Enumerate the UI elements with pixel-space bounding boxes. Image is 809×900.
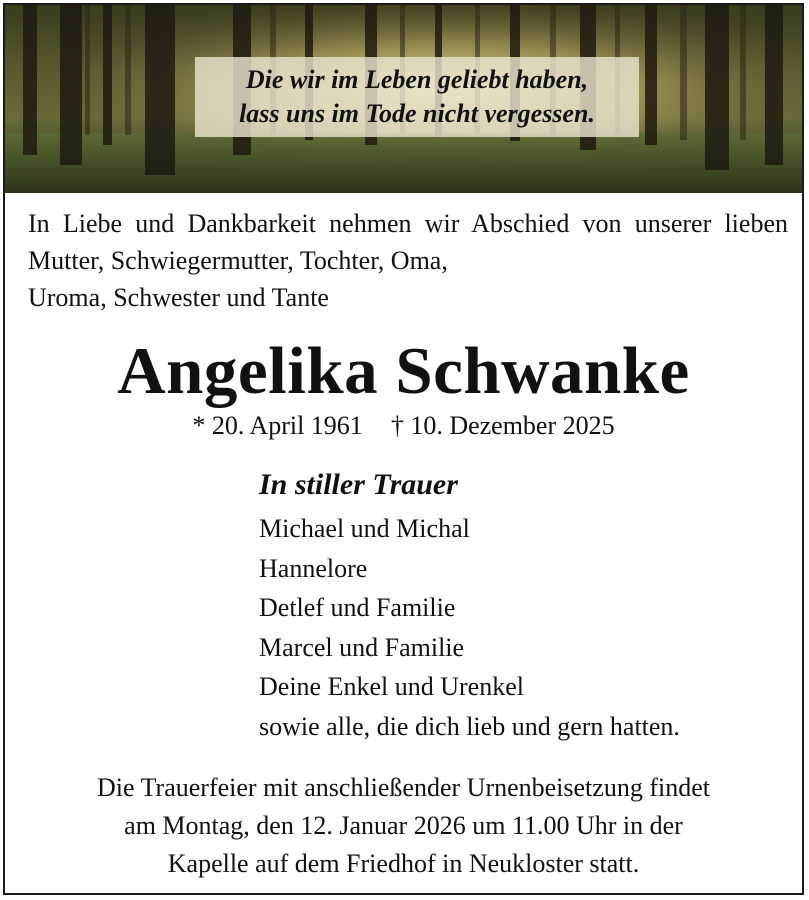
mourner-line: Deine Enkel und Urenkel <box>259 672 524 701</box>
mourners-block <box>259 465 799 746</box>
forest-banner-image <box>5 5 802 193</box>
birth-date: * 20. April 1961 <box>192 411 363 440</box>
quote-line-1: Die wir im Leben geliebt haben, <box>245 65 589 94</box>
mourner-line: Marcel und Familie <box>259 632 465 662</box>
service-line-2: am Montag, den 12. Januar 2026 um 11.00 Uhr in der <box>124 811 683 840</box>
life-dates <box>5 409 802 443</box>
intro-paragraph <box>28 205 788 316</box>
deceased-name: Angelika Schwanke <box>117 334 690 408</box>
mourner-line: sowie alle, die dich lieb und gern hatten. <box>259 711 680 741</box>
obituary-card <box>3 3 804 895</box>
intro-text: In Liebe und Dankbarkeit nehmen wir Abschied von unserer lieben Mutter, Schwiegermutter, Tochter, Oma, <box>28 209 788 275</box>
mourners-heading: In stiller Trauer <box>259 468 458 501</box>
funeral-service-info <box>5 769 802 883</box>
intro-last-line: Uroma, Schwester und Tante <box>28 283 329 312</box>
mourner-line: Detlef und Familie <box>259 593 456 622</box>
service-line-1: Die Trauerfeier mit anschließender Urnenbeisetzung findet <box>97 773 710 802</box>
service-line-3: Kapelle auf dem Friedhof in Neukloster statt. <box>167 849 640 878</box>
mourner-line: Michael und Michal <box>259 514 470 543</box>
quote-box <box>195 57 639 137</box>
death-date: † 10. Dezember 2025 <box>390 411 615 440</box>
quote-line-2: lass uns im Tode nicht vergessen. <box>239 99 595 128</box>
mourner-line: Hannelore <box>259 553 368 583</box>
